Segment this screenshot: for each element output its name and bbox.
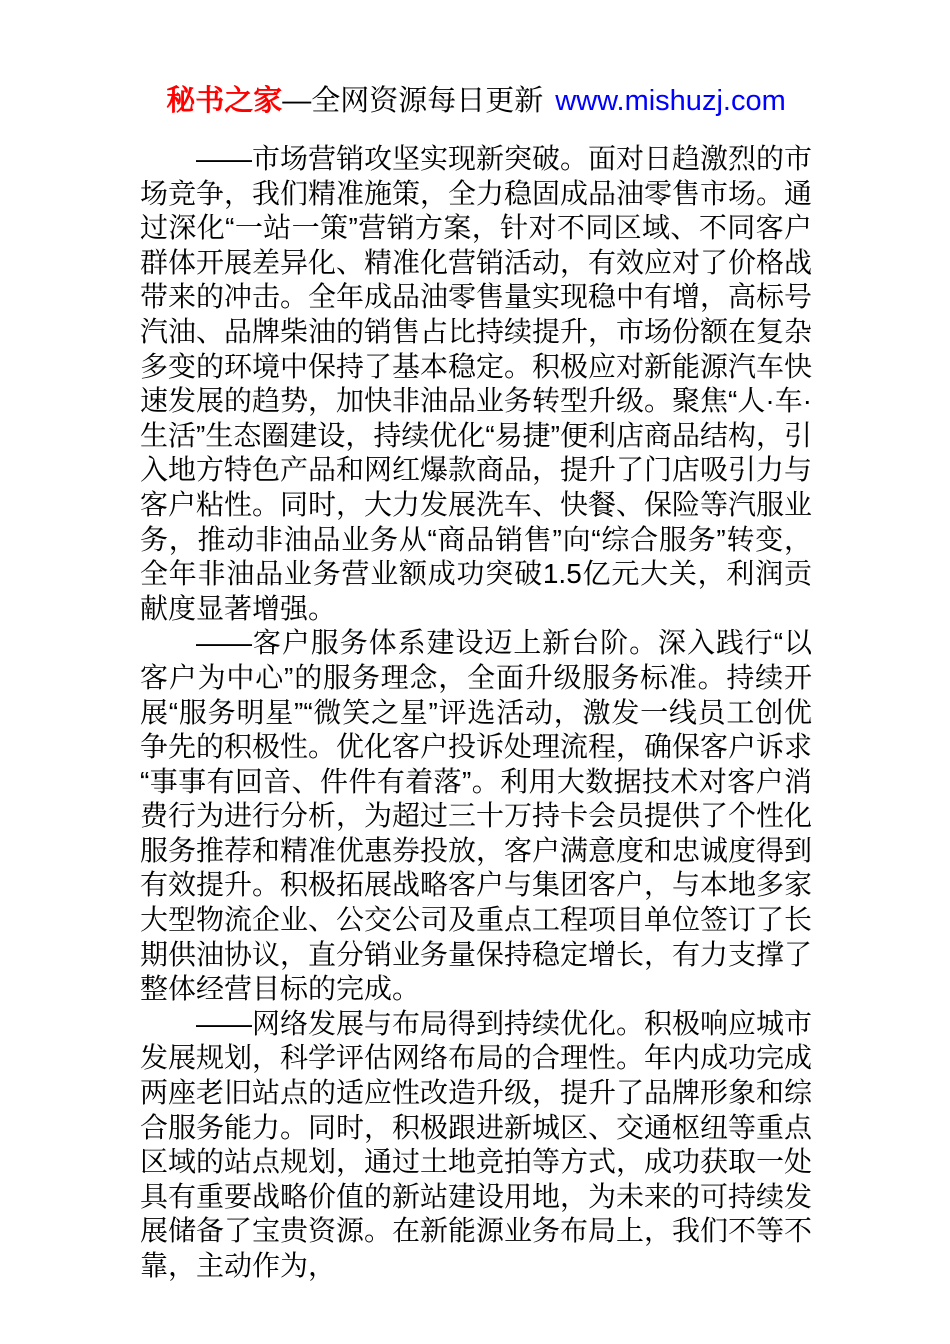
- paragraph-marketing: ——市场营销攻坚实现新突破。面对日趋激烈的市场竞争，我们精准施策，全力稳固成品油零售市场。通过深化“一站一策”营销方案，针对不同区域、不同客户群体开展差异化、精准化营销活动，有效应对了价格战带来的冲击。全年成品油零售量实现稳中有增，高标号汽油、品牌柴油的销售占比持续提升，市场份额在复杂多变的环境中保持了基本稳定。积极应对新能源汽车快速发展的趋势，加快非油品业务转型升级。聚焦“人·车·生活”生态圈建设，持续优化“易捷”便利店商品结构，引入地方特色产品和网红爆款商品，提升了门店吸引力与客户粘性。同时，大力发展洗车、快餐、保险等汽服业务，推动非油品业务从“商品销售”向“综合服务”转变，全年非油品业务营业额成功突破1.5亿元大关，利润贡献度显著增强。: [140, 143, 813, 624]
- header-tagline: —全网资源每日更新: [282, 85, 544, 117]
- document-body: [140, 142, 812, 1284]
- paragraph-network-development: ——网络发展与布局得到持续优化。积极响应城市发展规划，科学评估网络布局的合理性。年内成功完成两座老旧站点的适应性改造升级，提升了品牌形象和综合服务能力。同时，积极跟进新城区、交通枢纽等重点区域的站点规划，通过土地竞拍等方式，成功获取一处具有重要战略价值的新站建设用地，为未来的可持续发展储备了宝贵资源。在新能源业务布局上，我们不等不靠，主动作为，: [140, 1007, 813, 1281]
- site-url-link[interactable]: www.mishuzj.com: [555, 85, 786, 117]
- brand-name: 秘书之家: [166, 85, 283, 117]
- paragraph-customer-service: ——客户服务体系建设迈上新台阶。深入践行“以客户为中心”的服务理念，全面升级服务标准。持续开展“服务明星”“微笑之星”评选活动，激发一线员工创优争先的积极性。优化客户投诉处理流程，确保客户诉求“事事有回音、件件有着落”。利用大数据技术对客户消费行为进行分析，为超过三十万持卡会员提供了个性化服务推荐和精准优惠券投放，客户满意度和忠诚度得到有效提升。积极拓展战略客户与集团客户，与本地多家大型物流企业、公交公司及重点工程项目单位签订了长期供油协议，直分销业务量保持稳定增长，有力支撑了整体经营目标的完成。: [140, 627, 813, 1005]
- site-header: [140, 84, 812, 118]
